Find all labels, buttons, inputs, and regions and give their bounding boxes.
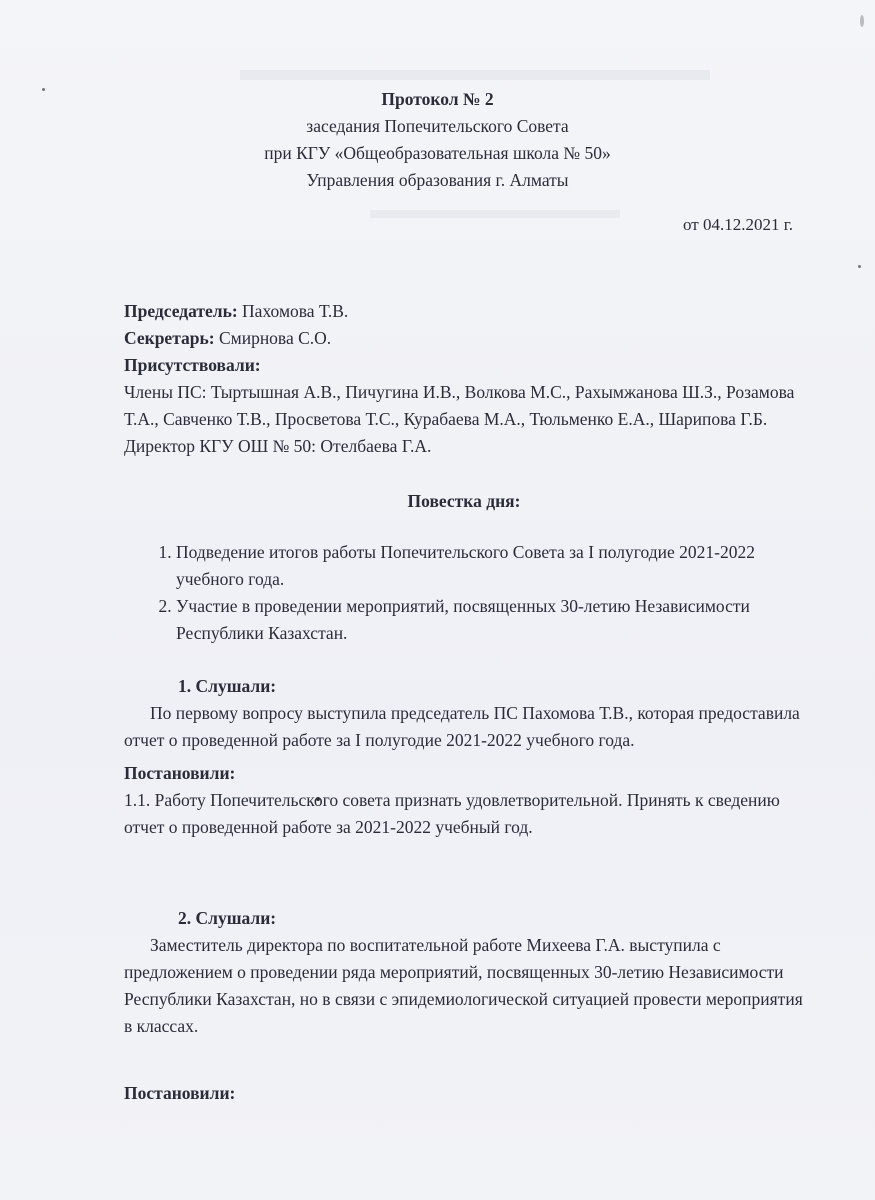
agenda-item: 2. Участие в проведении мероприятий, посвященных 30-летию Независимости Республики Казахстан. — [176, 593, 804, 647]
bleed-through-text — [370, 210, 620, 218]
protocol-header — [0, 86, 875, 194]
bleed-through-text — [240, 70, 710, 80]
director-line: Директор КГУ ОШ № 50: Отелбаева Г.А. — [124, 436, 432, 456]
present-label: Присутствовали: — [124, 355, 261, 375]
chair-row — [124, 298, 804, 325]
secretary-value: Смирнова С.О. — [214, 328, 332, 348]
agenda-title: Повестка дня: — [407, 491, 521, 511]
section-2-heard-text: Заместитель директора по воспитательной работе Михеева Г.А. выступила с предложением о проведении ряда мероприятий, посвященных 30-летию Независимости Республики Казахстан, но в связи с эпидемиологической ситуацией провести мероприятия в классах. — [124, 935, 803, 1036]
header-line: при КГУ «Общеобразовательная школа № 50» — [264, 143, 611, 163]
protocol-date: от 04.12.2021 г. — [682, 215, 793, 234]
section-2-resolved-label: Постановили: — [124, 1083, 236, 1103]
scan-speck — [860, 15, 864, 27]
agenda-list — [124, 539, 804, 647]
agenda-item: 1. Подведение итогов работы Попечительского Совета за I полугодие 2021-2022 учебного года. — [176, 539, 804, 593]
members-list: Члены ПС: Тыртышная А.В., Пичугина И.В., Волкова М.С., Рахымжанова Ш.З., Розамова Т.А., Савченко Т.В., Просветова Т.С., Курабаева М.А., Тюльменко Е.А., Шарипова Г.Б. — [124, 382, 795, 429]
section-1-resolved-text: 1.1. Работу Попечительского совета признать удовлетворительной. Принять к сведению отчет о проведенной работе за 2021-2022 учебный год. — [124, 790, 780, 837]
protocol-title: Протокол № 2 — [381, 89, 494, 109]
secretary-label: Секретарь: — [124, 328, 215, 348]
secretary-row — [124, 325, 804, 352]
header-line: заседания Попечительского Совета — [306, 116, 569, 136]
chair-value: Пахомова Т.В. — [237, 301, 349, 321]
header-line: Управления образования г. Алматы — [306, 170, 569, 190]
section-2-heard-label: 2. Слушали: — [178, 908, 277, 928]
present-row — [124, 352, 804, 379]
protocol-body — [124, 298, 804, 1107]
scan-speck — [858, 265, 861, 268]
section-1-heard-text: По первому вопросу выступила председатель ПС Пахомова Т.В., которая предоставила отчет о проведенной работе за I полугодие 2021-2022 учебного года. — [124, 703, 800, 750]
section-1-heard-label: 1. Слушали: — [178, 676, 277, 696]
section-1-resolved-label: Постановили: — [124, 763, 236, 783]
chair-label: Председатель: — [124, 301, 238, 321]
